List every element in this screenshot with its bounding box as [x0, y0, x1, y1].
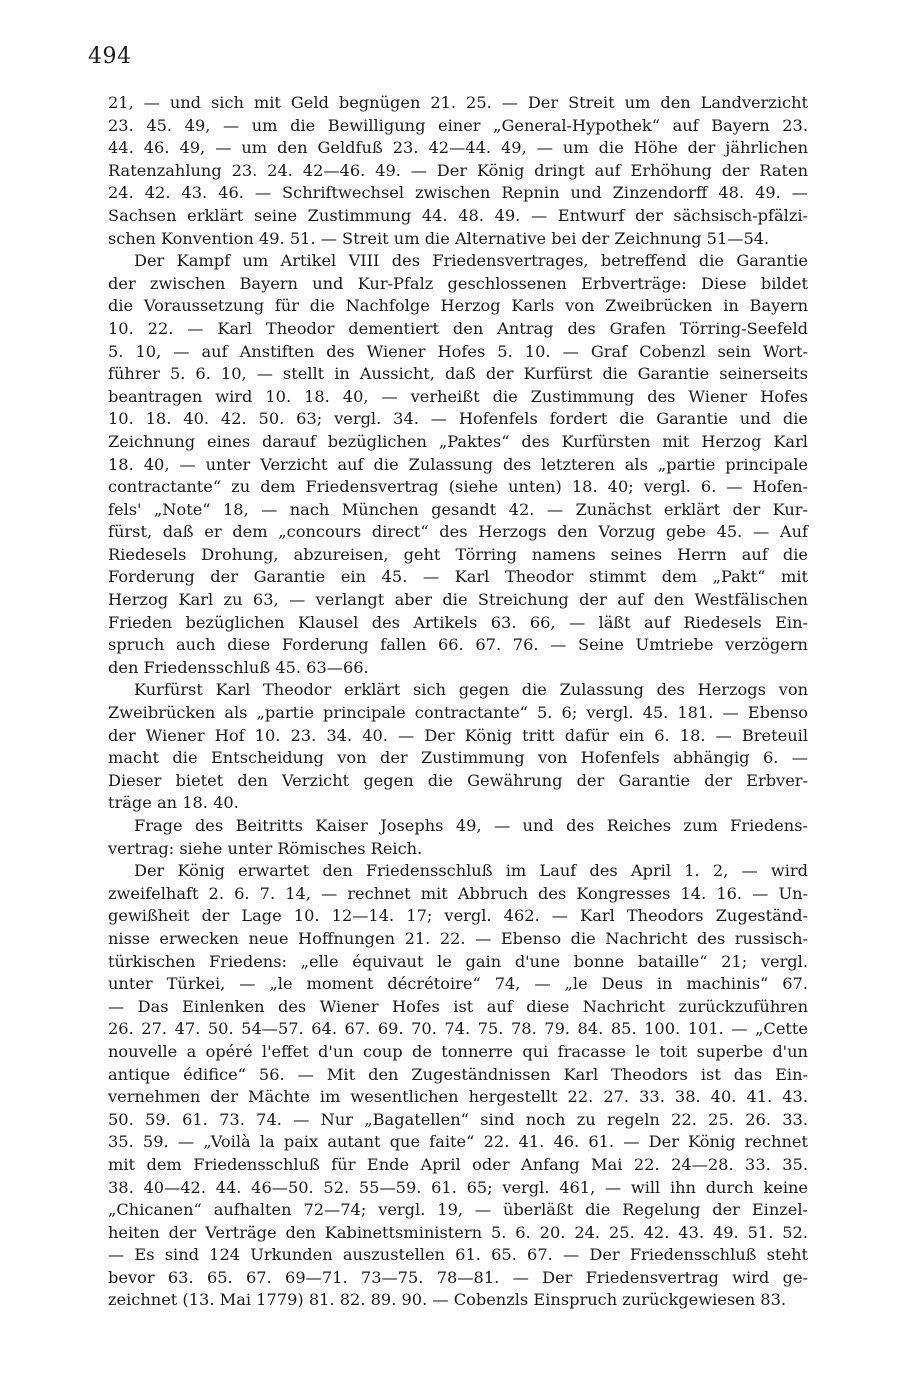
text-line: vernehmen der Mächte im wesentlichen hergestellt 22. 27. 33. 38. 40. 41. 43.: [108, 1087, 808, 1107]
text-line: heiten der Verträge den Kabinettsministern 5. 6. 20. 24. 25. 42. 43. 49. 51. 52.: [108, 1222, 808, 1242]
text-line: Herzog Karl zu 63, — verlangt aber die Streichung der auf den Westfälischen: [108, 590, 808, 610]
paragraph: [108, 815, 808, 860]
text-line: fels' „Note“ 18, — nach München gesandt 42. — Zunächst erklärt der Kur-: [108, 499, 808, 519]
text-line: der Wiener Hof 10. 23. 34. 40. — Der König tritt dafür ein 6. 18. — Breteuil: [108, 725, 808, 745]
text-line: — Das Einlenken des Wiener Hofes ist auf diese Nachricht zurückzuführen: [108, 996, 808, 1016]
text-line: 26. 27. 47. 50. 54—57. 64. 67. 69. 70. 74. 75. 78. 79. 84. 85. 100. 101. — „Cette: [108, 1019, 808, 1039]
text-line: contractante“ zu dem Friedensvertrag (siehe unten) 18. 40; vergl. 6. — Hofen-: [108, 477, 808, 497]
text-line: Der Kampf um Artikel VIII des Friedensvertrages, betreffend die Garantie: [134, 251, 808, 271]
text-line: träge an 18. 40.: [108, 793, 239, 813]
text-line: zeichnet (13. Mai 1779) 81. 82. 89. 90. — Cobenzls Einspruch zurückgewiesen 83.: [108, 1290, 787, 1310]
text-line: nouvelle a opéré l'effet d'un coup de tonnerre qui fracasse le toit superbe d'un: [108, 1041, 808, 1061]
text-line: 18. 40, — unter Verzicht auf die Zulassung des letzteren als „partie principale: [108, 454, 808, 474]
text-line: antique édifice“ 56. — Mit den Zugeständnissen Karl Theodors ist das Ein-: [108, 1064, 808, 1084]
text-line: Frage des Beitritts Kaiser Josephs 49, — und des Reiches zum Friedens-: [134, 816, 808, 835]
text-line: führer 5. 6. 10, — stellt in Aussicht, daß der Kurfürst die Garantie seinerseits: [108, 364, 808, 384]
text-line: macht die Entscheidung von der Zustimmung von Hofenfels abhängig 6. —: [108, 748, 808, 768]
text-line: Forderung der Garantie ein 45. — Karl Theodor stimmt dem „Pakt“ mit: [108, 567, 808, 587]
text-line: Frieden bezüglichen Klausel des Artikels 63. 66, — läßt auf Riedesels Ein-: [108, 612, 808, 632]
text-line: Ratenzahlung 23. 24. 42—46. 49. — Der König dringt auf Erhöhung der Raten: [108, 160, 808, 180]
text-line: „Chicanen“ aufhalten 72—74; vergl. 19, — überläßt die Regelung der Einzel-: [108, 1200, 808, 1220]
text-line: mit dem Friedensschluß für Ende April oder Anfang Mai 22. 24—28. 33. 35.: [108, 1154, 808, 1174]
text-line: 10. 22. — Karl Theodor dementiert den Antrag des Grafen Törring-Seefeld: [108, 318, 808, 338]
body-text: [108, 92, 808, 1312]
text-line: Der König erwartet den Friedensschluß im Lauf des April 1. 2, — wird: [134, 861, 808, 881]
text-line: 35. 59. — „Voilà la paix autant que faite“ 22. 41. 46. 61. — Der König rechnet: [108, 1132, 808, 1152]
text-line: der zwischen Bayern und Kur-Pfalz geschlossenen Erbverträge: Diese bildet: [108, 273, 808, 293]
text-line: Zweibrücken als „partie principale contractante“ 5. 6; vergl. 45. 181. — Ebenso: [108, 703, 808, 723]
page-number: 494: [88, 44, 132, 69]
paragraph: [108, 250, 808, 679]
text-line: vertrag: siehe unter Römisches Reich.: [108, 838, 423, 858]
text-line: türkischen Friedens: „elle équivaut le gain d'une bonne bataille“ 21; vergl.: [108, 951, 808, 971]
text-line: Dieser bietet den Verzicht gegen die Gewährung der Garantie der Erbver-: [108, 770, 808, 790]
paragraph: [108, 92, 808, 250]
text-line: gewißheit der Lage 10. 12—14. 17; vergl. 462. — Karl Theodors Zugeständ-: [108, 906, 808, 926]
text-line: schen Konvention 49. 51. — Streit um die Alternative bei der Zeichnung 51—54.: [108, 228, 770, 248]
text-line: 5. 10, — auf Anstiften des Wiener Hofes 5. 10. — Graf Cobenzl sein Wort-: [108, 341, 808, 361]
text-line: spruch auch diese Forderung fallen 66. 67. 76. — Seine Umtriebe verzögern: [108, 635, 808, 655]
text-line: Sachsen erklärt seine Zustimmung 44. 48. 49. — Entwurf der sächsisch-pfälzi-: [108, 205, 808, 225]
text-line: Riedesels Drohung, abzureisen, geht Törring namens seines Herrn auf die: [108, 544, 808, 564]
text-line: 50. 59. 61. 73. 74. — Nur „Bagatellen“ sind noch zu regeln 22. 25. 26. 33.: [108, 1109, 808, 1129]
text-line: — Es sind 124 Urkunden auszustellen 61. 65. 67. — Der Friedensschluß steht: [108, 1245, 808, 1265]
text-line: 24. 42. 43. 46. — Schriftwechsel zwischen Repnin und Zinzendorff 48. 49. —: [108, 183, 808, 203]
text-line: Kurfürst Karl Theodor erklärt sich gegen die Zulassung des Herzogs von: [134, 680, 808, 700]
text-line: 21, — und sich mit Geld begnügen 21. 25. — Der Streit um den Landverzicht: [108, 93, 808, 112]
text-line: fürst, daß er dem „concours direct“ des Herzogs den Vorzug gebe 45. — Auf: [108, 522, 808, 542]
text-line: unter Türkei, — „le moment décrétoire“ 74, — „le Deus in machinis“ 67.: [108, 974, 808, 994]
text-line: die Voraussetzung für die Nachfolge Herzog Karls von Zweibrücken in Bayern: [108, 296, 808, 316]
text-line: nisse erwecken neue Hoffnungen 21. 22. — Ebenso die Nachricht des russisch-: [108, 928, 808, 948]
paragraph: [108, 860, 808, 1312]
text-line: 44. 46. 49, — um den Geldfuß 23. 42—44. 49, — um die Höhe der jährlichen: [108, 138, 808, 158]
paragraph: [108, 679, 808, 815]
text-line: Zeichnung eines darauf bezüglichen „Paktes“ des Kurfürsten mit Herzog Karl: [108, 431, 808, 451]
text-line: bevor 63. 65. 67. 69—71. 73—75. 78—81. — Der Friedensvertrag wird ge-: [108, 1267, 808, 1287]
text-line: 10. 18. 40. 42. 50. 63; vergl. 34. — Hofenfels fordert die Garantie und die: [108, 409, 808, 429]
text-line: 38. 40—42. 44. 46—50. 52. 55—59. 61. 65; vergl. 461, — will ihn durch keine: [108, 1177, 808, 1197]
text-line: 23. 45. 49, — um die Bewilligung einer „General-Hypothek“ auf Bayern 23.: [108, 115, 808, 135]
text-line: beantragen wird 10. 18. 40, — verheißt die Zustimmung des Wiener Hofes: [108, 386, 808, 406]
text-line: zweifelhaft 2. 6. 7. 14, — rechnet mit Abbruch des Kongresses 14. 16. — Un-: [108, 883, 808, 903]
text-line: den Friedensschluß 45. 63—66.: [108, 657, 369, 677]
